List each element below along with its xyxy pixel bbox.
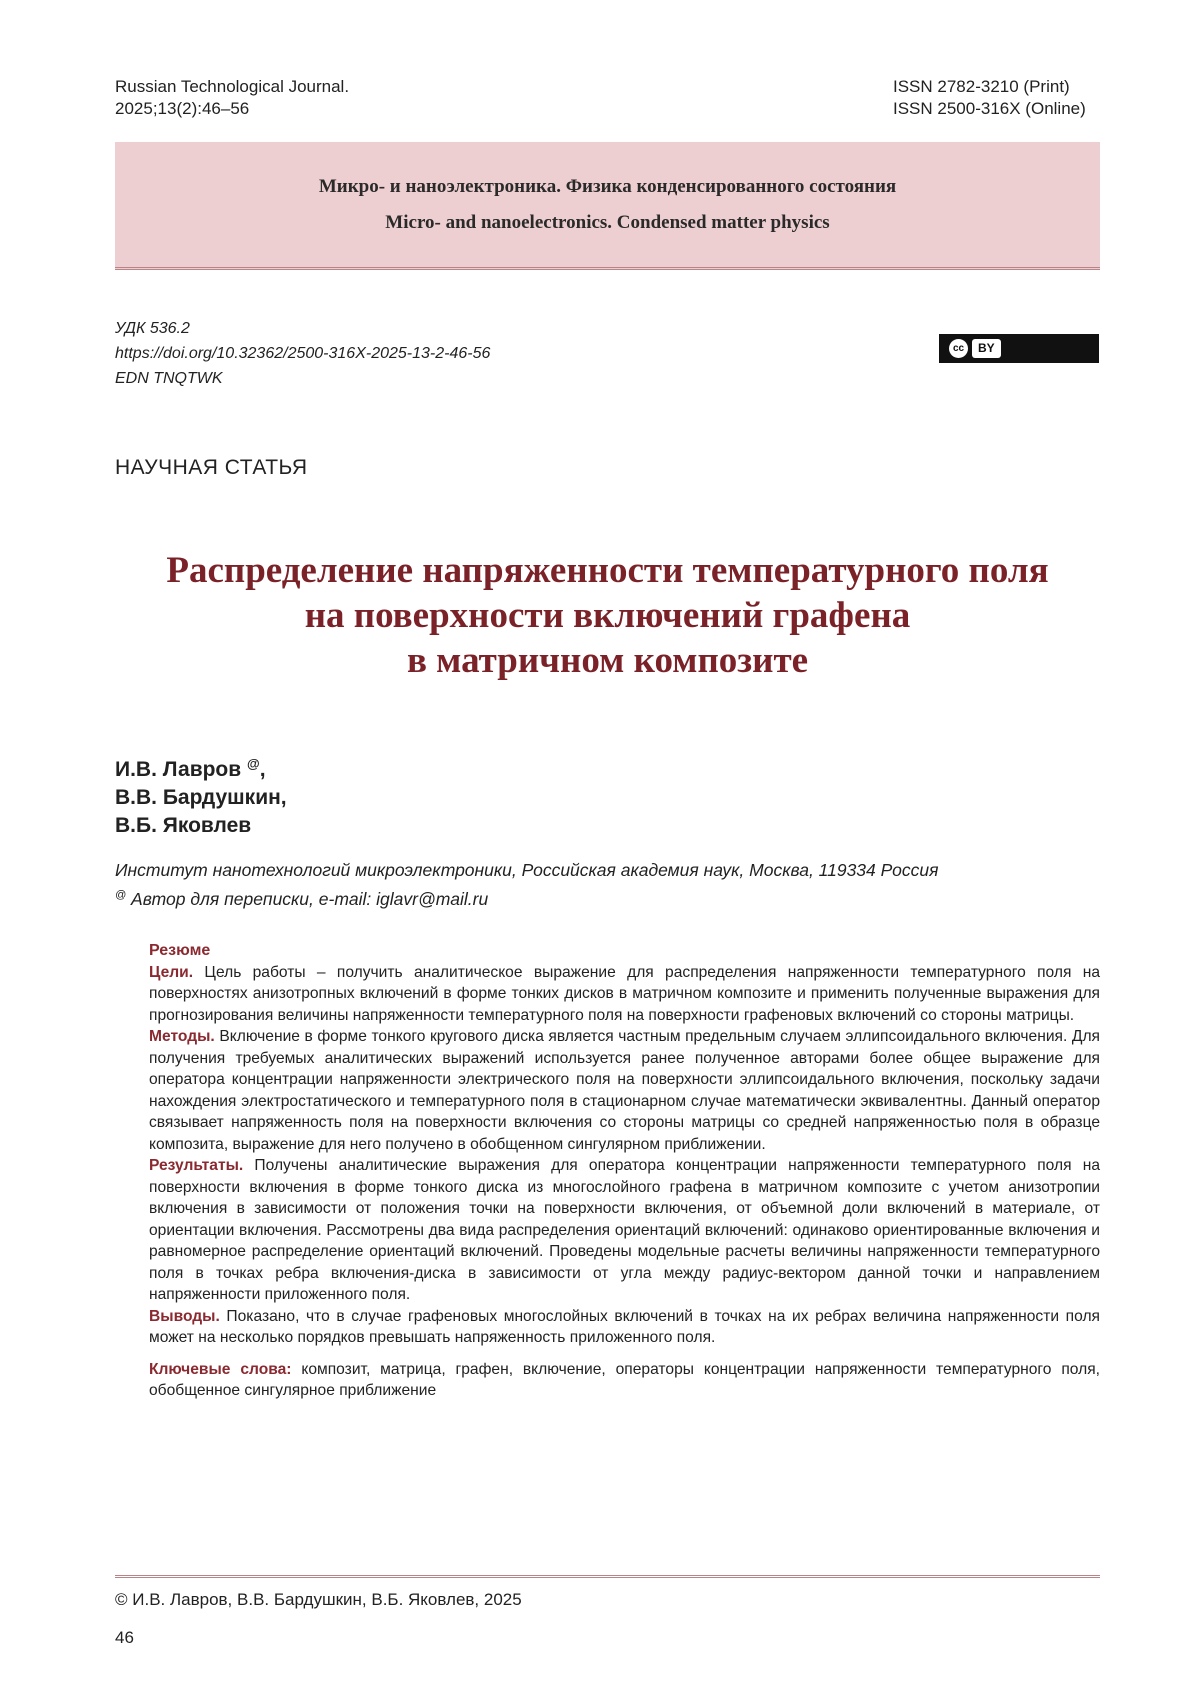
article-type: НАУЧНАЯ СТАТЬЯ [115,456,308,479]
journal-header-left [115,76,349,120]
author-1-name: И.В. Лавров [115,758,242,781]
journal-name: Russian Technological Journal. [115,77,350,96]
author-1-comma: , [259,758,266,781]
journal-issue: 2025;13(2):46–56 [115,99,250,118]
abstract-heading: Резюме [149,942,211,959]
author-2: В.В. Бардушкин, [115,786,287,809]
edn: EDN TNQTWK [115,370,223,387]
author-3: В.Б. Яковлев [115,814,252,837]
udk: УДК 536.2 [115,320,190,337]
methods-text: Включение в форме тонкого кругового диска является частным предельным случаем эллипсоидального включения. Для получения требуемых аналитических выражений используется ранее полученное авторами более общее выражение для оператора концентрации напряженности электрического поля на поверхности эллипсоидального включения, поскольку задачи нахождения электростатического и температурного поля в стационарном случае математически эквивалентны. Данный оператор связывает напряженность поля на поверхности включения со стороны матрицы со средней напряженностью поля в образце композита, выражение для него получено в обобщенном сингулярном приближении. [149,1028,1100,1153]
by-icon: BY [972,339,1001,358]
copyright: © И.В. Лавров, В.В. Бардушкин, В.Б. Яковлев, 2025 [115,1590,522,1609]
corresponding-mark: @ [115,889,127,901]
journal-header-right [893,76,1086,120]
title-line-2: на поверхности включений графена [304,595,911,636]
results-label: Результаты. [149,1157,244,1174]
affiliation [115,858,938,912]
conclusions-label: Выводы. [149,1307,220,1325]
issn-online: ISSN 2500-316X (Online) [893,99,1086,118]
goals-label: Цели. [149,963,194,981]
abstract-methods [149,1026,1100,1155]
corresponding-mark: @ [247,756,260,771]
article-title [115,548,1100,683]
page-number: 46 [115,1628,134,1647]
section-title-ru: Микро- и наноэлектроника. Физика конденсированного состояния [318,176,897,197]
footer-divider [115,1575,1100,1578]
abstract-results [149,1155,1100,1306]
cc-by-license-badge[interactable] [940,335,1098,362]
abstract [149,940,1100,1402]
results-text: Получены аналитические выражения для оператора концентрации напряженности температурного поля на поверхности включения в форме тонкого диска из многослойного графена в матричном композите с учетом анизотропии включения в зависимости от положения точки на поверхности включения, от объемной доли включений в материале, от ориентации включения. Рассмотрены два вида распределения ориентаций включений: одинаково ориентированные включения и равномерное распределение ориентаций включений. Проведены модельные расчеты величины напряженности температурного поля в точках ребра включения-диска в зависимости от угла между радиус-вектором данной точки и направлением напряженности приложенного поля. [149,1157,1100,1303]
cc-icon: cc [949,339,968,358]
section-banner [115,142,1100,270]
issn-print: ISSN 2782-3210 (Print) [893,77,1070,96]
title-line-1: Распределение напряженности температурного поля [166,550,1049,591]
corresponding-email[interactable]: Автор для переписки, e-mail: iglavr@mail.ru [126,888,489,909]
abstract-goals [149,962,1100,1027]
corresponding-author [115,883,938,912]
goals-text: Цель работы – получить аналитическое выражение для распределения напряженности температурного поля на поверхностях анизотропных включений в форме тонких дисков в матричном композите и применить полученные выражения для прогнозирования величины напряженности температурного поля на поверхности графеновых включений со стороны матрицы. [149,963,1100,1024]
institute: Институт нанотехнологий микроэлектроники, Российская академия наук, Москва, 119334 Россия [115,860,939,880]
abstract-conclusions [149,1306,1100,1349]
keywords-text: композит, матрица, графен, включение, операторы концентрации напряженности температурного поля, обобщенное сингулярное приближение [149,1360,1100,1399]
title-line-3: в матричном композите [406,640,809,681]
methods-label: Методы. [149,1028,215,1045]
keywords [149,1359,1100,1402]
doi-link[interactable]: https://doi.org/10.32362/2500-316X-2025-13-2-46-56 [115,345,491,362]
keywords-label: Ключевые слова: [149,1360,292,1378]
author-1 [115,750,287,784]
conclusions-text: Показано, что в случае графеновых многослойных включений в точках на их ребрах величина напряженности поля может на несколько порядков превышать напряженность приложенного поля. [149,1307,1100,1346]
article-meta [115,316,490,391]
author-list [115,750,287,840]
section-title-en: Micro- and nanoelectronics. Condensed matter physics [385,212,830,233]
